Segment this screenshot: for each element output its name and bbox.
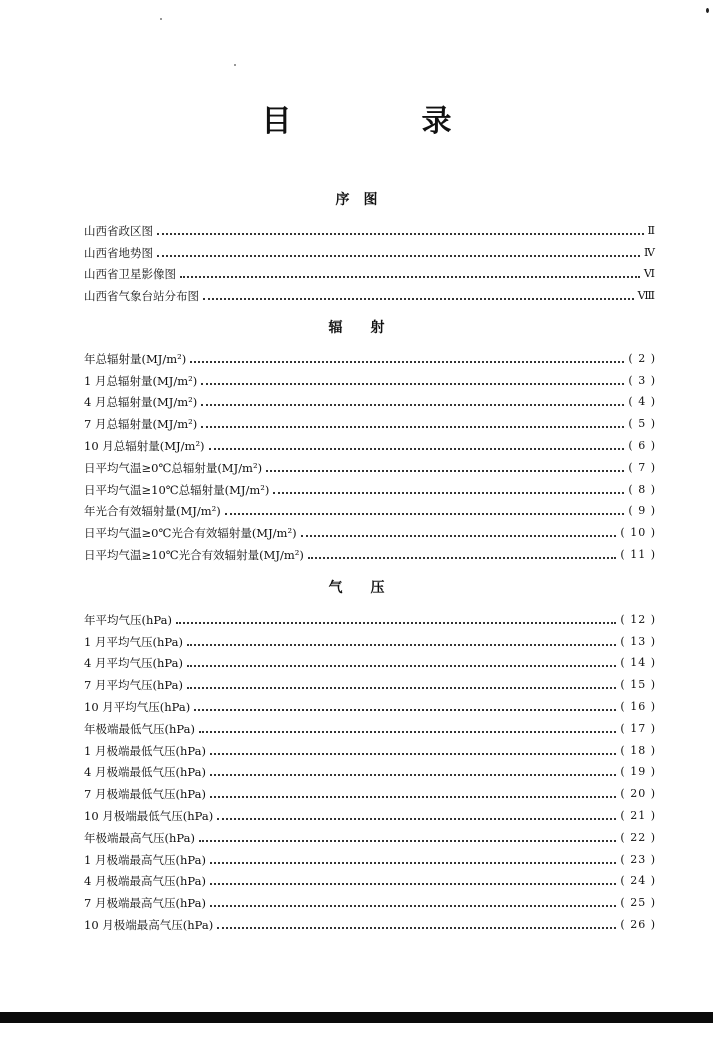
toc-entry-page: ( 25 ) bbox=[620, 896, 656, 910]
page-bottom-rule bbox=[0, 1012, 713, 1023]
toc-entry[interactable] bbox=[84, 802, 656, 824]
toc-entry-label: 年极端最低气压(hPa) bbox=[84, 721, 195, 736]
toc-entry[interactable] bbox=[84, 476, 656, 498]
dot-leader bbox=[187, 642, 616, 646]
dot-leader bbox=[201, 402, 624, 406]
toc-entry-label: 山西省地势图 bbox=[84, 245, 153, 260]
scan-speck bbox=[160, 18, 162, 20]
toc-entry-page: ( 8 ) bbox=[628, 482, 656, 496]
toc-entry-label: 年总辐射量(MJ/m²) bbox=[84, 351, 187, 366]
toc-entry-label: 10 月极端最高气压(hPa) bbox=[84, 917, 214, 932]
toc-list-preface-maps bbox=[84, 217, 656, 304]
dot-leader bbox=[273, 490, 624, 494]
toc-entry-page: ( 11 ) bbox=[620, 547, 656, 561]
toc-entry-page: ( 10 ) bbox=[620, 526, 656, 540]
toc-entry[interactable] bbox=[84, 345, 656, 367]
toc-entry-page: ( 18 ) bbox=[620, 743, 656, 757]
toc-entry-page: ( 12 ) bbox=[620, 612, 656, 626]
dot-leader bbox=[187, 663, 616, 667]
toc-entry[interactable] bbox=[84, 628, 656, 650]
toc-entry-label: 日平均气温≥10℃光合有效辐射量(MJ/m²) bbox=[84, 547, 304, 562]
dot-leader bbox=[210, 751, 616, 755]
toc-list-air-pressure bbox=[84, 606, 656, 933]
toc-entry[interactable] bbox=[84, 715, 656, 737]
toc-entry-label: 日平均气温≥0℃光合有效辐射量(MJ/m²) bbox=[84, 526, 297, 541]
toc-entry[interactable] bbox=[84, 671, 656, 693]
dot-leader bbox=[190, 359, 624, 363]
toc-entry[interactable] bbox=[84, 889, 656, 911]
dot-leader bbox=[199, 838, 616, 842]
toc-entry-label: 年极端最高气压(hPa) bbox=[84, 830, 195, 845]
dot-leader bbox=[210, 903, 616, 907]
toc-entry-page: ( 17 ) bbox=[620, 721, 656, 735]
toc-entry-label: 1 月极端最低气压(hPa) bbox=[84, 743, 206, 758]
toc-entry[interactable] bbox=[84, 737, 656, 759]
toc-entry-page: ( 6 ) bbox=[628, 438, 656, 452]
toc-entry-page: ( 9 ) bbox=[628, 504, 656, 518]
dot-leader bbox=[210, 772, 616, 776]
toc-entry-label: 山西省政区图 bbox=[84, 223, 153, 238]
dot-leader bbox=[187, 685, 616, 689]
toc-entry-page: Ⅱ bbox=[647, 223, 656, 237]
toc-entry-label: 日平均气温≥10℃总辐射量(MJ/m²) bbox=[84, 482, 270, 497]
dot-leader bbox=[225, 511, 625, 515]
dot-leader bbox=[201, 381, 624, 385]
toc-entry-page: ( 5 ) bbox=[628, 417, 656, 431]
toc-entry-label: 1 月极端最高气压(hPa) bbox=[84, 852, 206, 867]
dot-leader bbox=[217, 816, 616, 820]
toc-entry-page: ( 22 ) bbox=[620, 830, 656, 844]
toc-entry-page: ( 3 ) bbox=[628, 373, 656, 387]
toc-entry-label: 1 月总辐射量(MJ/m²) bbox=[84, 373, 198, 388]
toc-entry-label: 7 月极端最低气压(hPa) bbox=[84, 787, 206, 802]
toc-entry-page: Ⅷ bbox=[637, 289, 656, 303]
toc-entry-page: Ⅳ bbox=[644, 245, 656, 259]
toc-entry[interactable] bbox=[84, 432, 656, 454]
dot-leader bbox=[266, 468, 624, 472]
toc-entry-page: ( 4 ) bbox=[628, 395, 656, 409]
toc-entry-label: 日平均气温≥0℃总辐射量(MJ/m²) bbox=[84, 460, 263, 475]
dot-leader bbox=[199, 729, 616, 733]
toc-entry[interactable] bbox=[84, 410, 656, 432]
toc-entry-page: ( 21 ) bbox=[620, 808, 656, 822]
dot-leader bbox=[210, 860, 616, 864]
dot-leader bbox=[308, 555, 617, 559]
dot-leader bbox=[209, 446, 625, 450]
toc-entry[interactable] bbox=[84, 846, 656, 868]
section-heading-preface-maps: 序 图 bbox=[335, 192, 378, 208]
toc-entry[interactable] bbox=[84, 650, 656, 672]
dot-leader bbox=[210, 881, 616, 885]
toc-entry[interactable] bbox=[84, 693, 656, 715]
dot-leader bbox=[157, 231, 644, 235]
toc-entry-label: 4 月总辐射量(MJ/m²) bbox=[84, 395, 198, 410]
toc-entry-page: ( 7 ) bbox=[628, 460, 656, 474]
toc-entry-page: ( 16 ) bbox=[620, 699, 656, 713]
toc-entry[interactable] bbox=[84, 389, 656, 411]
toc-entry-page: ( 26 ) bbox=[620, 917, 656, 931]
toc-entry-page: ( 23 ) bbox=[620, 852, 656, 866]
toc-entry-label: 10 月总辐射量(MJ/m²) bbox=[84, 438, 205, 453]
toc-entry-label: 山西省气象台站分布图 bbox=[84, 289, 199, 304]
toc-entry-label: 10 月平均气压(hPa) bbox=[84, 699, 191, 714]
toc-entry[interactable] bbox=[84, 780, 656, 802]
dot-leader bbox=[201, 424, 624, 428]
toc-entry[interactable] bbox=[84, 217, 656, 239]
toc-entry-page: ( 13 ) bbox=[620, 634, 656, 648]
toc-entry-label: 7 月平均气压(hPa) bbox=[84, 678, 183, 693]
toc-entry[interactable] bbox=[84, 759, 656, 781]
toc-entry-label: 4 月极端最低气压(hPa) bbox=[84, 765, 206, 780]
toc-entry[interactable] bbox=[84, 282, 656, 304]
dot-leader bbox=[176, 620, 616, 624]
toc-entry[interactable] bbox=[84, 911, 656, 933]
toc-entry-label: 年平均气压(hPa) bbox=[84, 612, 172, 627]
toc-entry-label: 7 月总辐射量(MJ/m²) bbox=[84, 417, 198, 432]
toc-entry-label: 年光合有效辐射量(MJ/m²) bbox=[84, 504, 221, 519]
toc-entry[interactable] bbox=[84, 498, 656, 520]
dot-leader bbox=[217, 925, 616, 929]
toc-entry[interactable] bbox=[84, 261, 656, 283]
toc-entry-label: 10 月极端最低气压(hPa) bbox=[84, 808, 214, 823]
toc-entry-label: 7 月极端最高气压(hPa) bbox=[84, 896, 206, 911]
toc-entry-page: ( 15 ) bbox=[620, 678, 656, 692]
toc-entry[interactable] bbox=[84, 367, 656, 389]
toc-entry-page: ( 19 ) bbox=[620, 765, 656, 779]
toc-entry[interactable] bbox=[84, 868, 656, 890]
dot-leader bbox=[194, 707, 616, 711]
dot-leader bbox=[210, 794, 616, 798]
scan-speck bbox=[234, 64, 236, 66]
toc-entry-page: ( 2 ) bbox=[628, 351, 656, 365]
toc-entry-page: Ⅵ bbox=[643, 267, 656, 281]
dot-leader bbox=[180, 274, 640, 278]
toc-entry[interactable] bbox=[84, 239, 656, 261]
toc-entry[interactable] bbox=[84, 454, 656, 476]
scan-speck bbox=[706, 8, 709, 13]
toc-entry-label: 4 月极端最高气压(hPa) bbox=[84, 874, 206, 889]
section-heading-air-pressure: 气 压 bbox=[328, 580, 385, 596]
toc-entry[interactable] bbox=[84, 606, 656, 628]
toc-entry-label: 1 月平均气压(hPa) bbox=[84, 634, 183, 649]
dot-leader bbox=[157, 253, 640, 257]
toc-entry[interactable] bbox=[84, 824, 656, 846]
toc-entry[interactable] bbox=[84, 541, 656, 563]
toc-entry-page: ( 24 ) bbox=[620, 874, 656, 888]
dot-leader bbox=[301, 533, 617, 537]
toc-entry-label: 山西省卫星影像图 bbox=[84, 267, 176, 282]
toc-list-radiation bbox=[84, 345, 656, 563]
page-title: 目 录 bbox=[261, 104, 502, 139]
section-heading-radiation: 辐 射 bbox=[328, 320, 385, 336]
dot-leader bbox=[203, 296, 634, 300]
toc-entry-page: ( 14 ) bbox=[620, 656, 656, 670]
toc-entry-label: 4 月平均气压(hPa) bbox=[84, 656, 183, 671]
toc-entry[interactable] bbox=[84, 519, 656, 541]
toc-entry-page: ( 20 ) bbox=[620, 787, 656, 801]
